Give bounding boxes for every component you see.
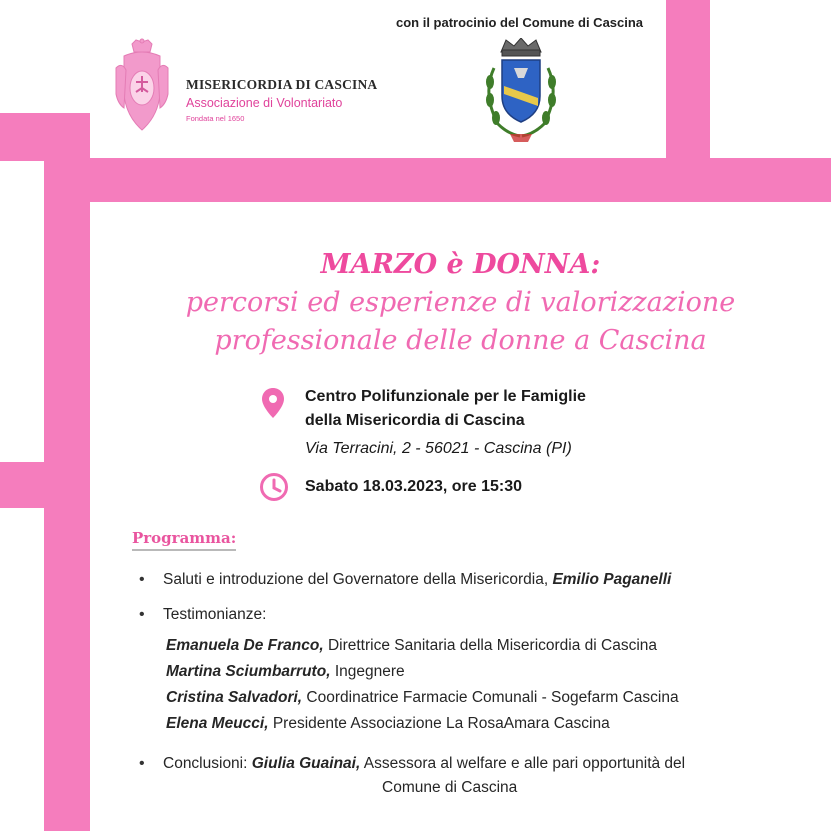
bullet: • <box>139 606 145 623</box>
comune-coat-of-arms-icon <box>476 38 566 144</box>
programma-heading: Programma: <box>132 529 236 551</box>
event-title <box>90 246 831 360</box>
programma-item-2: Testimonianze: <box>163 606 267 623</box>
title-line-2: percorsi ed esperienze di valorizzazione <box>185 287 736 318</box>
testimony-1 <box>166 637 657 655</box>
testimony-role: Ingegnere <box>334 663 405 680</box>
event-datetime: Sabato 18.03.2023, ore 15:30 <box>305 478 523 495</box>
programma-item-1 <box>163 571 671 589</box>
testimony-2 <box>166 663 405 681</box>
testimony-3 <box>166 689 679 707</box>
misericordia-crest-icon <box>112 38 172 138</box>
item-3-text: Conclusioni: <box>163 755 248 772</box>
venue-line-1: Centro Polifunzionale per le Famiglie <box>305 388 586 405</box>
item-1-name: Emilio Paganelli <box>552 571 672 588</box>
item-3-role-line-2: Comune di Cascina <box>382 779 518 796</box>
testimony-role: Direttrice Sanitaria della Misericordia di Cascina <box>327 637 658 654</box>
testimony-role: Presidente Associazione La RosaAmara Cascina <box>272 715 610 732</box>
item-1-text: Saluti e introduzione del Governatore della Misericordia, <box>163 571 549 588</box>
testimony-name: Emanuela De Franco, <box>166 637 324 654</box>
testimony-name: Elena Meucci, <box>166 715 269 732</box>
programma-item-3 <box>163 755 685 773</box>
patronage-text: con il patrocinio del Comune di Cascina <box>396 15 644 30</box>
org-name: MISERICORDIA DI CASCINA <box>186 77 378 92</box>
item-3-role: Assessora al welfare e alle pari opportunità del <box>363 755 686 772</box>
venue-address: Via Terracini, 2 - 56021 - Cascina (PI) <box>305 440 572 457</box>
location-pin-icon <box>262 388 284 418</box>
pink-band-horizontal <box>44 158 831 202</box>
title-main: MARZO è DONNA: <box>320 249 601 280</box>
testimony-name: Martina Sciumbarruto, <box>166 663 331 680</box>
pink-band-left-lower <box>0 462 90 508</box>
org-association: Associazione di Volontariato <box>186 96 343 110</box>
testimony-name: Cristina Salvadori, <box>166 689 303 706</box>
org-founded: Fondata nel 1650 <box>186 114 245 123</box>
bullet: • <box>139 571 145 588</box>
org-block <box>186 77 377 123</box>
venue-line-2: della Misericordia di Cascina <box>305 412 525 429</box>
clock-icon <box>259 472 289 502</box>
testimony-4 <box>166 715 610 733</box>
testimony-role: Coordinatrice Farmacie Comunali - Sogefarm Cascina <box>306 689 679 706</box>
bullet: • <box>139 755 145 772</box>
item-3-name: Giulia Guainai, <box>251 755 361 772</box>
title-line-3: professionale delle donne a Cascina <box>214 325 707 356</box>
